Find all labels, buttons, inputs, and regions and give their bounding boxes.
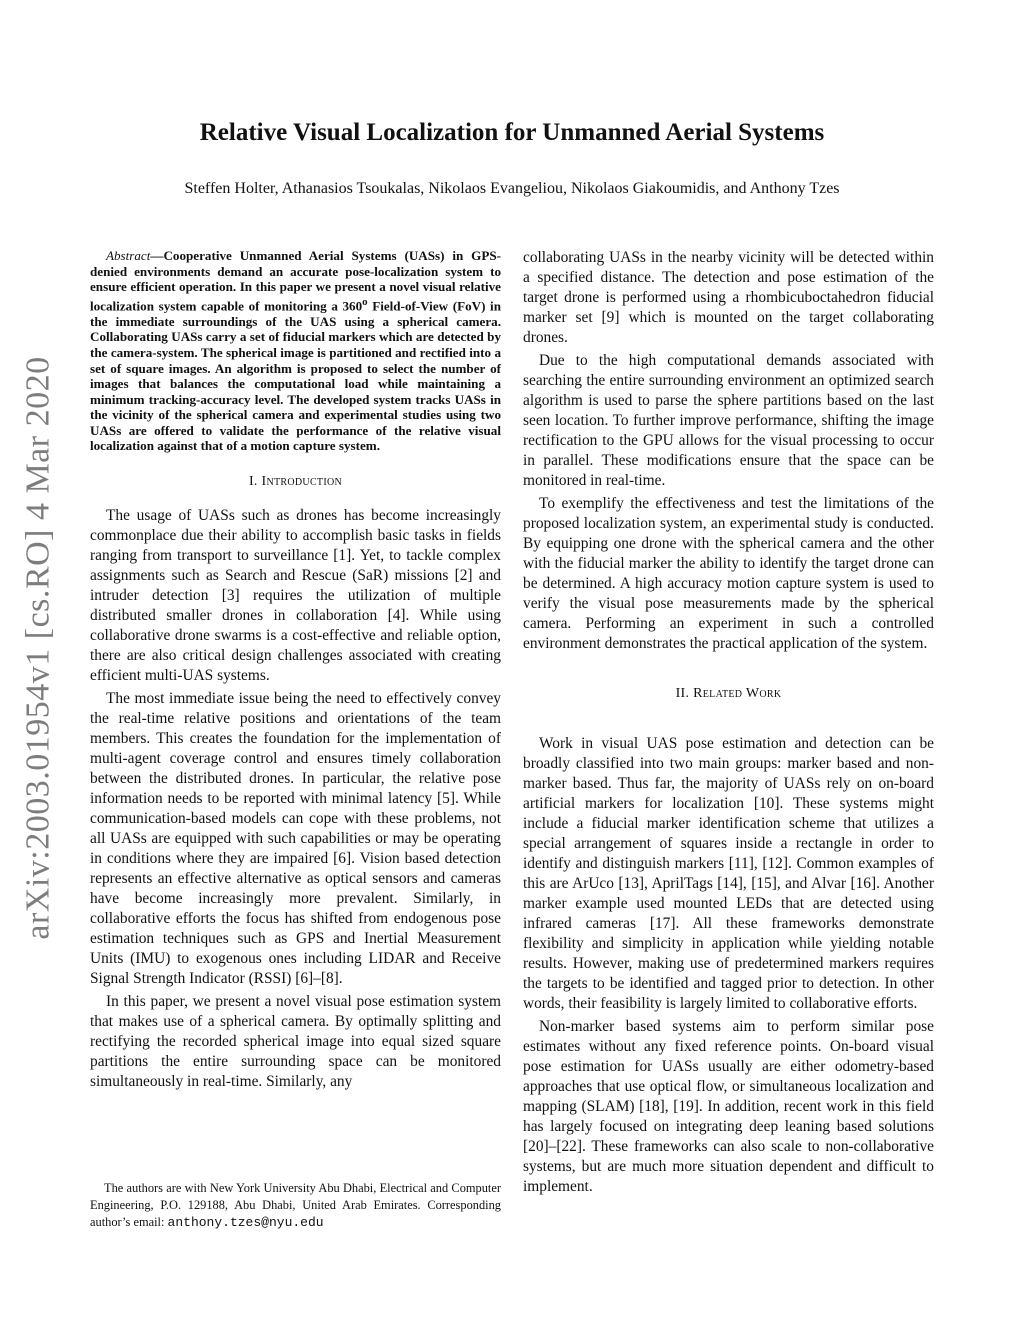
degree-superscript: o bbox=[362, 295, 368, 308]
paragraph: To exemplify the effectiveness and test the limitations of the proposed localization system, an experimental study is conducted. By equipping one drone with the spherical camera and the other with the fiducial marker the ability to identify the target drone can be determined. A high accuracy motion capture system is used to verify the visual pose measurements made by the spherical camera. Performing an experiment in such a controlled environment demonstrates the practical application of the system. bbox=[523, 495, 934, 652]
right-column bbox=[523, 248, 934, 1197]
paragraph: Work in visual UAS pose estimation and detection can be broadly classified into two main groups: marker based and non-marker based. Thus far, the majority of UASs rely on on-board artificial markers for localization [10]. These systems might include a fiducial marker identification scheme that utilizes a special arrangement of squares inside a rectangle in order to identify and distinguish markers [11], [12]. Common examples of this are ArUco [13], AprilTags [14], [15], and Alvar [16]. Another marker example used mounted LEDs that are detected using infrared cameras [17]. All these frameworks demonstrate flexibility and simplicity in application while yielding notable results. However, making use of predetermined markers requires the targets to be identified and tagged prior to detection. In other words, their feasibility is largely limited to collaborative efforts. bbox=[523, 735, 934, 1012]
abstract-dash: — bbox=[150, 248, 164, 263]
author-footnote bbox=[90, 1180, 501, 1231]
section-title: Introduction bbox=[261, 474, 343, 490]
paragraph: The most immediate issue being the need to effectively convey the real-time relative positions and orientations of the team members. This creates the foundation for the implementation of multi-agent coverage control and ensures timely collaboration between the distributed drones. In particular, the relative pose information needs to be reported with minimal latency [5]. While communication-based models can cope with these problems, not all UASs are equipped with such capabilities or may be operating in conditions where they are impaired [6]. Vision based detection represents an effective alternative as optical sensors and cameras have become increasingly more prevalent. Similarly, in collaborative efforts the focus has shifted from endogenous pose estimation techniques such as GPS and Inertial Measurement Units (IMU) to exogenous ones including LIDAR and Receive Signal Strength Indicator (RSSI) [6]–[8]. bbox=[90, 690, 501, 988]
section-numeral: I. bbox=[248, 474, 262, 490]
abstract-text-1: Cooperative Unmanned Aerial Systems (UASs) in GPS-denied environments demand an accurate pose-localization system to ensure efficient operation. In this paper we present a novel visual relative localization system capable of monitoring a 360 bbox=[90, 248, 501, 314]
arxiv-stamp bbox=[18, 355, 60, 940]
left-column bbox=[90, 248, 501, 1092]
paragraph: Due to the high computational demands associated with searching the entire surrounding environment an optimized search algorithm is used to parse the sphere partitions based on the last seen location. To further improve performance, shifting the image rectification to the GPU allows for the visual processing to occur in parallel. These modifications ensure that the space can be monitored in real-time. bbox=[523, 352, 934, 489]
paragraph: The usage of UASs such as drones has become increasingly commonplace due their ability to accomplish basic tasks in fields ranging from transport to surveillance [1]. Yet, to tackle complex assignments such as Search and Rescue (SaR) missions [2] and intruder detection [3] requires the utilization of multiple distributed smaller drones in collaboration [4]. While using collaborative drone swarms is a cost-effective and reliable option, there are also critical design challenges associated with creating efficient multi-UAS systems. bbox=[90, 507, 501, 685]
author-list: Steffen Holter, Athanasios Tsoukalas, Nikolaos Evangeliou, Nikolaos Giakoumidis, and Anthony Tzes bbox=[184, 180, 840, 197]
paper-title: Relative Visual Localization for Unmanned Aerial Systems bbox=[199, 119, 825, 146]
abstract bbox=[90, 248, 501, 454]
author-email: anthony.tzes@nyu.edu bbox=[167, 1215, 324, 1230]
paragraph: collaborating UASs in the nearby vicinity will be detected within a specified distance. The detection and pose estimation of the target drone is performed using a rhombicuboctahedron fiducial marker set [9] which is mounted on the target collaborating drones. bbox=[523, 249, 934, 346]
section-heading-related-work bbox=[523, 684, 934, 704]
arxiv-id: arXiv:2003.01954v1 [cs.RO] 4 Mar 2020 bbox=[20, 355, 58, 940]
section-title: Related Work bbox=[693, 686, 782, 701]
section-heading-introduction bbox=[90, 472, 501, 492]
footnote-text: The authors are with New York University Abu Dhabi, Electrical and Computer Engineering, P.O. 129188, Abu Dhabi, United Arab Emirates. Corresponding author’s email: bbox=[90, 1181, 501, 1229]
paragraph: In this paper, we present a novel visual pose estimation system that makes use of a spherical camera. By optimally splitting and rectifying the recorded spherical image into equal sized square partitions the entire surrounding space can be monitored simultaneously in real-time. Similarly, any bbox=[90, 993, 501, 1091]
paragraph: Non-marker based systems aim to perform similar pose estimates without any fixed reference points. On-board visual pose estimation for UASs usually are either odometry-based approaches that use optical flow, or simultaneous localization and mapping (SLAM) [18], [19]. In addition, recent work in this field has largely focused on integrating deep leaning based solutions [20]–[22]. These frameworks can also scale to non-collaborative systems, but are much more situation dependent and difficult to implement. bbox=[523, 1018, 934, 1195]
section-numeral: II. bbox=[675, 686, 694, 701]
abstract-text-2: Field-of-View (FoV) in the immediate surroundings of the UAS using a spherical camera. Collaborating UASs carry a set of fiducial markers which are detected by the camera-system. The spherical image is partitioned and rectified into a set of square images. An algorithm is proposed to select the number of images that balances the computational load while maintaining a minimum tracking-accuracy level. The developed system tracks UASs in the vicinity of the spherical camera and experimental studies using two UASs are offered to validate the performance of the relative visual localization against that of a motion capture system. bbox=[90, 298, 501, 454]
abstract-label: Abstract bbox=[106, 248, 151, 263]
